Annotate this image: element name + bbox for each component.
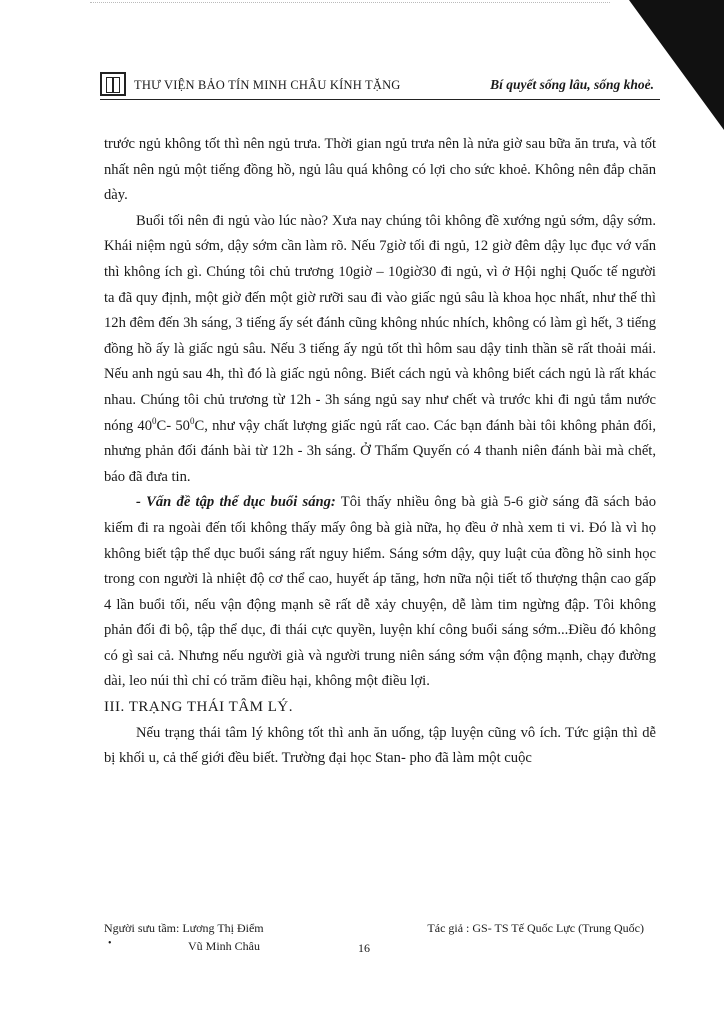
paragraph: trước ngủ không tốt thì nên ngủ trưa. Thời gian ngủ trưa nên là nửa giờ sau bữa ăn trưa, và tốt nhất nên ngủ một tiếng đồng hồ, ngủ lâu quá không có lợi cho sức khoẻ. Không nên đắp chăn dày. xyxy=(104,136,656,204)
page-body xyxy=(104,132,656,772)
scan-noise xyxy=(90,2,610,11)
header-library-text: THƯ VIỆN BẢO TÍN MINH CHÂU KÍNH TẶNG xyxy=(134,78,401,92)
paragraph-lead: - Vấn đề tập thể dục buổi sáng: xyxy=(136,494,336,511)
paragraph-text: Buổi tối nên đi ngủ vào lúc nào? Xưa nay chúng tôi không đề xướng ngủ sớm, dậy sớm. Khái niệm ngủ sớm, dậy sớm cần làm rõ. Nếu 7giờ tối đi ngủ, 12 giờ đêm dậy lục đục vớ vẩn thì không ích gì. Chúng tôi chủ trương 10giờ – 10giờ30 đi ngủ, vì ở Hội nghị Quốc tế người ta đã quy định, một giờ đến một giờ rưỡi sau đi vào giấc ngủ sâu là khoa học nhất, như thế thì 12h đêm đến 3h sáng, 3 tiếng ấy sét đánh cũng không nhúc nhích, không có làm gì hết, 3 tiếng đồng hồ ấy là giấc ngủ sâu. Nếu 3 tiếng ấy ngủ tốt thì hôm sau dậy tinh thần sẽ rất thoải mái. Nếu anh ngủ sau 4h, thì đó là giấc ngủ nông. Biết cách ngủ và không biết cách ngủ là rất khác nhau. Chúng tôi chủ trương từ 12h - 3h sáng ngủ say như chết và trước khi đi ngủ tắm nước nóng 40 xyxy=(104,212,656,434)
page-corner-shadow xyxy=(629,0,724,130)
footer-author: Tác giả : GS- TS Tế Quốc Lực (Trung Quốc) xyxy=(427,921,644,935)
running-footer xyxy=(104,921,644,961)
footer-collector-second: Vũ Minh Châu xyxy=(188,939,260,953)
header-book-title: Bí quyết sống lâu, sống khoẻ. xyxy=(490,77,654,92)
paragraph-text: C- 50 xyxy=(156,417,190,434)
section-heading: III. TRẠNG THÁI TÂM LÝ. xyxy=(104,699,293,716)
superscript: 0 xyxy=(152,415,157,426)
paragraph-text: C, như vậy chất lượng giấc ngủ rất cao. Các bạn đánh bài tôi không phản đối, nhưng phản đối đánh bài từ 12h - 3h sáng. Ở Thẩm Quyến có 4 thanh niên đánh bài mà chết, báo đã đưa tin. xyxy=(104,417,656,485)
footer-collector: Người sưu tầm: Lương Thị Điểm xyxy=(104,921,264,935)
paragraph xyxy=(104,490,656,695)
running-header xyxy=(100,70,660,100)
paragraph xyxy=(104,209,656,491)
header-rule xyxy=(100,99,660,100)
library-logo-icon xyxy=(100,72,126,96)
page-number: 16 xyxy=(358,941,370,955)
bullet-dot-icon: • xyxy=(108,938,112,949)
paragraph: Nếu trạng thái tâm lý không tốt thì anh ăn uống, tập luyện cũng vô ích. Tức giận thì dễ bị khối u, cả thế giới đều biết. Trường đại học Stan- pho đã làm một cuộc xyxy=(104,724,656,767)
paragraph-text: Tôi thấy nhiều ông bà già 5-6 giờ sáng đã sách bảo kiếm đi ra ngoài đến tối không thấy mấy ông bà già nữa, họ đều ở nhà xem ti vi. Đó là vì họ không biết tập thể dục buổi sáng rất nguy hiểm. Sáng sớm dậy, quy luật của đồng hồ sinh học trong con người là nhiệt độ cơ thể cao, huyết áp tăng, hơn nữa nội tiết tố thượng thận cao gấp 4 lần buổi tối, nếu vận động mạnh sẽ rất dễ xảy chuyện, dễ làm tim ngừng đập. Tôi không phản đối đi bộ, tập thể dục, đi thái cực quyền, luyện khí công buổi sáng sớm...Điều đó không có gì sai cả. Nhưng nếu người già và người trung niên sáng sớm vận động mạnh, chạy đường dài, leo núi thì chỉ có trăm điều hại, không một điều lợi. xyxy=(104,494,656,690)
superscript: 0 xyxy=(189,415,195,426)
